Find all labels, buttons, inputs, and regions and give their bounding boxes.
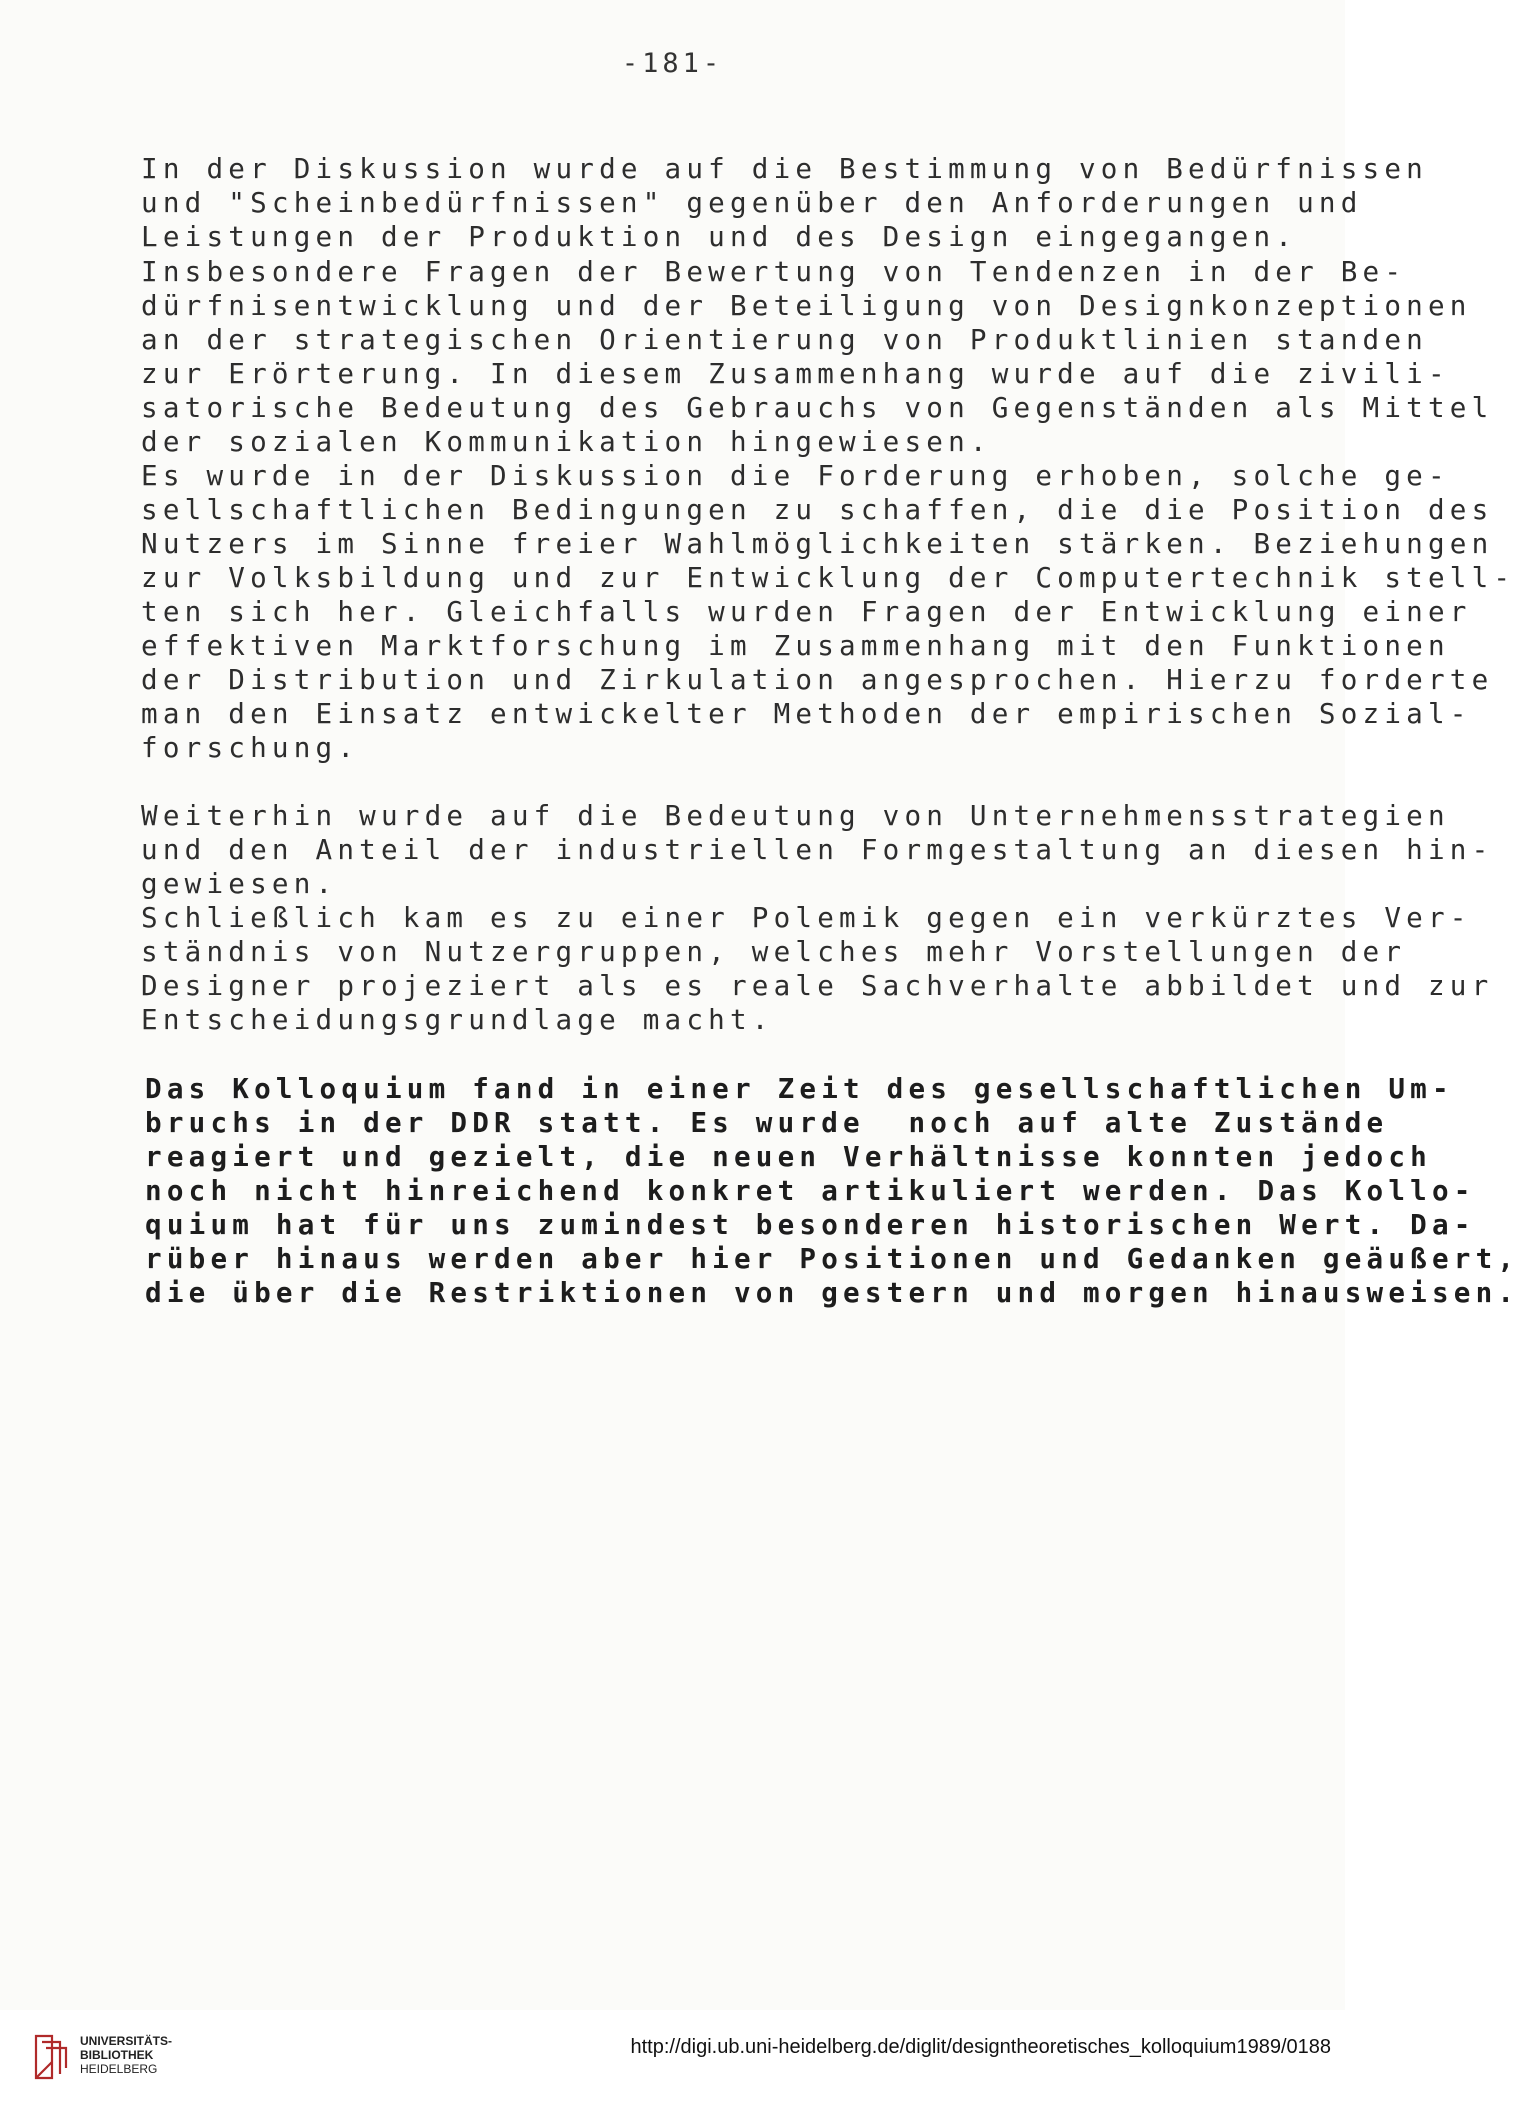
- text-line: ständnis von Nutzergruppen, welches mehr Vorstellungen der: [141, 935, 1407, 968]
- logo-line: BIBLIOTHEK: [80, 2048, 154, 2062]
- ub-heidelberg-logo-icon: [30, 2032, 70, 2082]
- footer-bar: [0, 2010, 1345, 2110]
- text-line: sellschaftlichen Bedingungen zu schaffen, die die Position des: [141, 493, 1494, 526]
- text-line: Entscheidungsgrundlage macht.: [141, 1003, 774, 1036]
- page-number: -181-: [621, 48, 724, 79]
- text-line: Es wurde in der Diskussion die Forderung erhoben, solche ge-: [141, 459, 1450, 492]
- text-line: Das Kolloquium fand in einer Zeit des gesellschaftlichen Um-: [145, 1072, 1454, 1105]
- text-line: man den Einsatz entwickelter Methoden der empirischen Sozial-: [141, 697, 1472, 730]
- text-line: satorische Bedeutung des Gebrauchs von Gegenständen als Mittel: [141, 391, 1494, 424]
- text-line: quium hat für uns zumindest besonderen historischen Wert. Da-: [145, 1208, 1476, 1241]
- text-line: reagiert und gezielt, die neuen Verhältnisse konnten jedoch: [145, 1140, 1432, 1173]
- text-line: zur Volksbildung und zur Entwicklung der Computertechnik stell-: [141, 561, 1516, 594]
- text-line: gewiesen.: [141, 867, 338, 900]
- text-line: Leistungen der Produktion und des Design eingegangen.: [141, 220, 1298, 253]
- text-line: die über die Restriktionen von gestern und morgen hinausweisen.: [145, 1276, 1519, 1309]
- text-line: noch nicht hinreichend konkret artikuliert werden. Das Kollo-: [145, 1174, 1476, 1207]
- text-line: zur Erörterung. In diesem Zusammenhang wurde auf die zivili-: [141, 357, 1450, 390]
- text-line: In der Diskussion wurde auf die Bestimmung von Bedürfnissen: [141, 152, 1428, 185]
- text-line: rüber hinaus werden aber hier Positionen und Gedanken geäußert,: [145, 1242, 1519, 1275]
- text-line: der Distribution und Zirkulation angesprochen. Hierzu forderte: [141, 663, 1494, 696]
- text-line: und den Anteil der industriellen Formgestaltung an diesen hin-: [141, 833, 1494, 866]
- source-url-link[interactable]: http://digi.ub.uni-heidelberg.de/diglit/designtheoretisches_kolloquium1989/0188: [630, 2036, 1331, 2058]
- text-line: der sozialen Kommunikation hingewiesen.: [141, 425, 992, 458]
- text-line: Weiterhin wurde auf die Bedeutung von Unternehmensstrategien: [141, 799, 1450, 832]
- logo-line: HEIDELBERG: [80, 2062, 158, 2076]
- text-line: und "Scheinbedürfnissen" gegenüber den Anforderungen und: [141, 186, 1363, 219]
- text-line: dürfnisentwicklung und der Beteiligung von Designkonzeptionen: [141, 289, 1472, 322]
- library-logo-text: [80, 2034, 172, 2076]
- text-line: bruchs in der DDR statt. Es wurde noch auf alte Zustände: [145, 1106, 1389, 1139]
- logo-line: UNIVERSITÄTS-: [80, 2034, 173, 2048]
- text-line: Schließlich kam es zu einer Polemik gegen ein verkürztes Ver-: [141, 901, 1472, 934]
- text-line: Designer projeziert als es reale Sachverhalte abbildet und zur: [141, 969, 1494, 1002]
- text-line: an der strategischen Orientierung von Produktlinien standen: [141, 323, 1428, 356]
- text-line: Insbesondere Fragen der Bewertung von Tendenzen in der Be-: [141, 255, 1407, 288]
- text-line: effektiven Marktforschung im Zusammenhang mit den Funktionen: [141, 629, 1450, 662]
- text-line: Nutzers im Sinne freier Wahlmöglichkeiten stärken. Beziehungen: [141, 527, 1494, 560]
- text-line: forschung.: [141, 731, 360, 764]
- text-line: ten sich her. Gleichfalls wurden Fragen der Entwicklung einer: [141, 595, 1472, 628]
